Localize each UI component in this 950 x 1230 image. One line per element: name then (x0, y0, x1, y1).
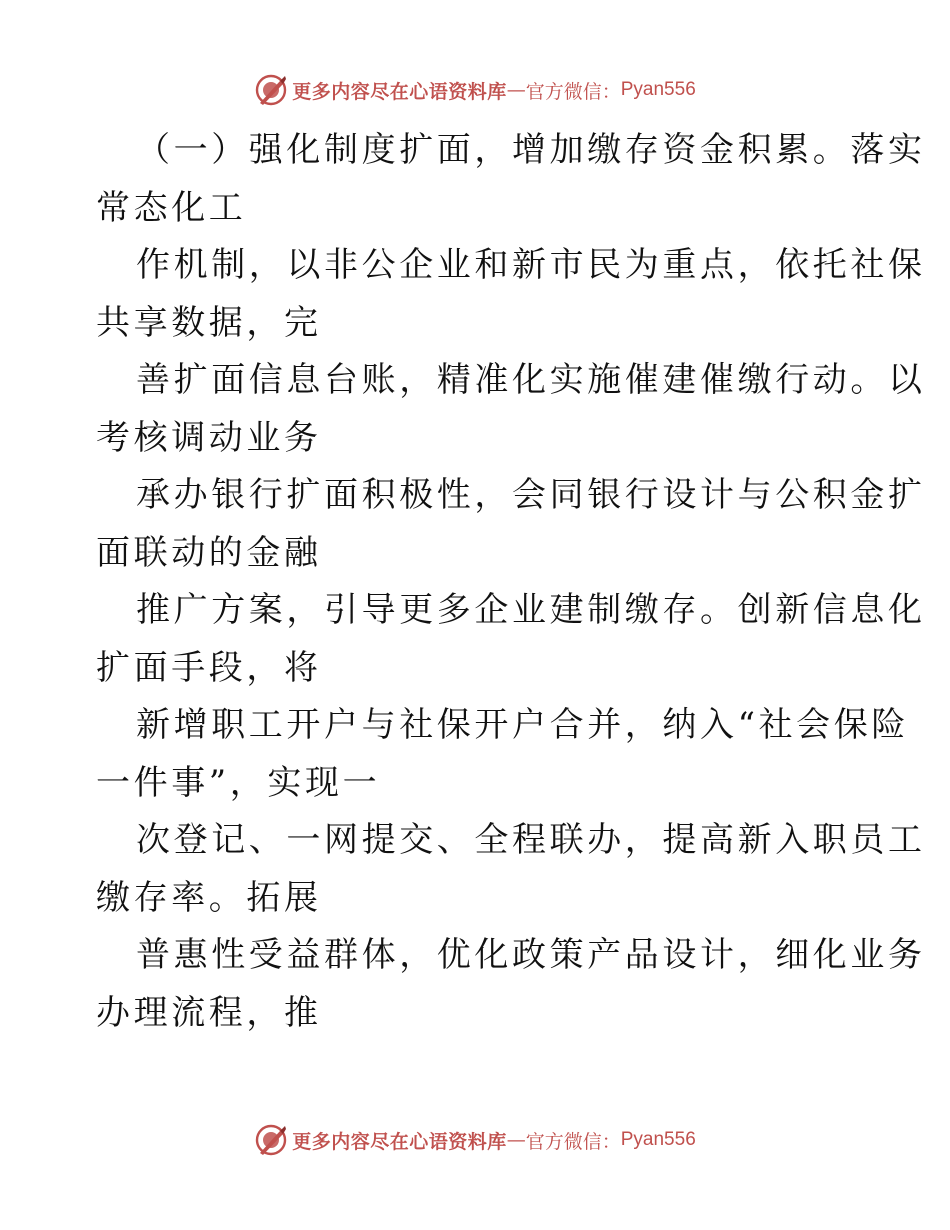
quill-seal-logo-icon (254, 1123, 288, 1157)
text-line: 扩面手段，将 (96, 647, 322, 688)
text-line: 推广方案，引导更多企业建制缴存。创新信息化 (136, 590, 926, 630)
watermark-separator: — (506, 79, 526, 101)
text-line: 承办银行扩面积极性，会同银行设计与公积金扩 (136, 475, 926, 515)
watermark-separator: — (506, 1129, 526, 1151)
watermark-wechat-id: Pyan556 (620, 1129, 696, 1150)
watermark-wechat-id: Pyan556 (620, 79, 696, 100)
watermark-wechat-label: 官方微信： (525, 80, 621, 103)
text-line: （一）强化制度扩面，增加缴存资金积累。落实 (136, 130, 926, 170)
quill-seal-logo-icon (254, 73, 288, 107)
text-line: 普惠性受益群体，优化政策产品设计，细化业务 (136, 935, 926, 975)
text-line: 新增职工开户与社保开户合并，纳入“社会保险 (136, 705, 909, 745)
text-line: 办理流程，推 (96, 992, 322, 1033)
text-line: 常态化工 (96, 187, 247, 228)
text-line: 缴存率。拓展 (96, 877, 322, 918)
watermark-title: 更多内容尽在心语资料库 (292, 1130, 507, 1153)
watermark-wechat-label: 官方微信： (525, 1130, 621, 1153)
text-line: 善扩面信息台账，精准化实施催建催缴行动。以 (136, 360, 926, 400)
header-watermark (0, 70, 950, 110)
text-line: 面联动的金融 (96, 532, 322, 573)
text-line: 一件事”，实现一 (96, 762, 381, 803)
footer-watermark (0, 1120, 950, 1160)
text-line: 次登记、一网提交、全程联办，提高新入职员工 (136, 820, 926, 860)
text-line: 作机制，以非公企业和新市民为重点，依托社保 (136, 245, 926, 285)
watermark-title: 更多内容尽在心语资料库 (292, 80, 507, 103)
text-line: 共享数据，完 (96, 302, 322, 343)
text-line: 考核调动业务 (96, 417, 322, 458)
document-body (96, 122, 926, 1042)
